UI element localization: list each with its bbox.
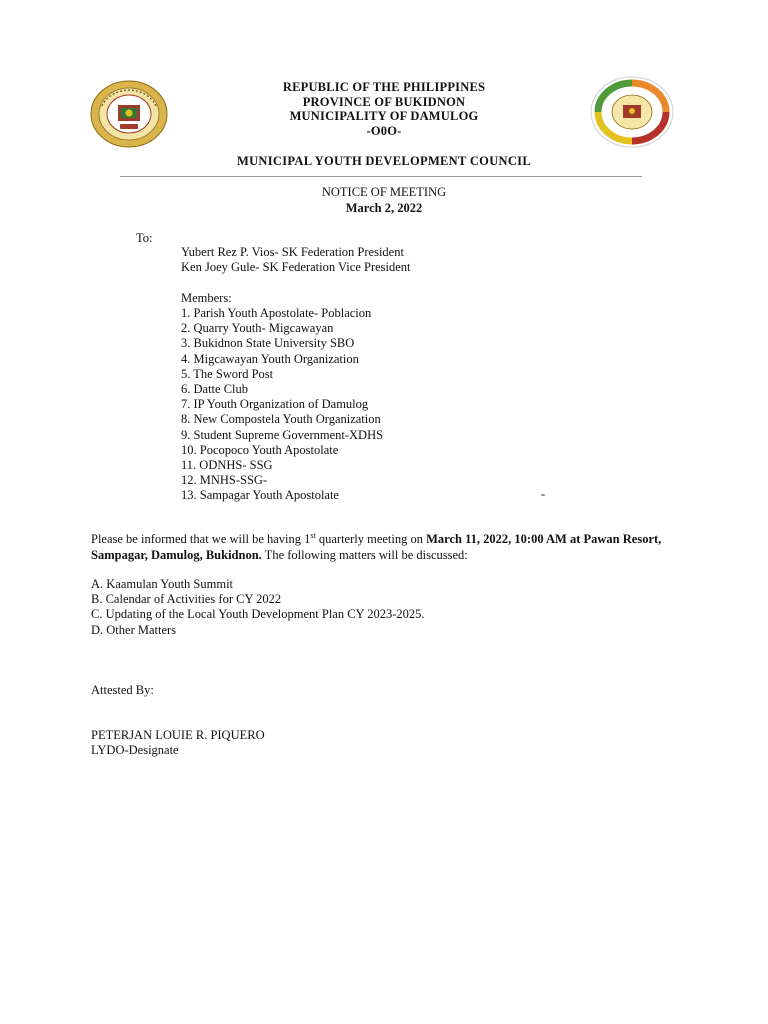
members-label: Members:	[181, 291, 232, 305]
ordinal-suffix: st	[310, 530, 316, 540]
letterhead-separator: -O0O-	[366, 123, 402, 138]
signatory-name: PETERJAN LOUIE R. PIQUERO	[91, 728, 265, 742]
member-item: 2. Quarry Youth- Migcawayan	[181, 321, 334, 336]
members-list	[181, 306, 561, 504]
member-item: 4. Migcawayan Youth Organization	[181, 351, 359, 366]
agenda-item: A. Kaamulan Youth Summit	[91, 577, 234, 591]
recipient-sk-president: Yubert Rez P. Vios- SK Federation President	[181, 245, 404, 259]
council-name: MUNICIPAL YOUTH DEVELOPMENT COUNCIL	[237, 154, 531, 168]
header-divider	[120, 176, 642, 177]
member-item: 8. New Compostela Youth Organization	[181, 412, 381, 427]
trailing-dash: -	[541, 487, 546, 501]
member-item: 10. Pocopoco Youth Apostolate	[181, 442, 339, 457]
municipality-of-damulog-seal-icon	[90, 80, 168, 148]
announcement-intro-cont: quarterly meeting on	[315, 532, 427, 546]
to-label: To:	[136, 231, 153, 245]
recipient-sk-vice-president: Ken Joey Gule- SK Federation Vice President	[181, 260, 411, 275]
member-item: 12. MNHS-SSG-	[181, 473, 268, 488]
announcement-tail: The following matters will be discussed:	[261, 548, 468, 562]
signatory-block	[91, 728, 265, 758]
document-letterhead	[200, 80, 568, 138]
recipient-list	[181, 245, 411, 275]
member-item: 7. IP Youth Organization of Damulog	[181, 397, 369, 412]
agenda-item: C. Updating of the Local Youth Development Plan CY 2023-2025.	[91, 607, 425, 622]
agenda-list	[91, 577, 425, 638]
local-youth-development-council-logo-icon	[590, 76, 674, 148]
member-item: 13. Sampagar Youth Apostolate	[181, 488, 339, 503]
notice-heading	[200, 184, 568, 216]
member-item: 5. The Sword Post	[181, 366, 274, 381]
notice-title: NOTICE OF MEETING	[321, 185, 447, 199]
signatory-title: LYDO-Designate	[91, 743, 179, 758]
letterhead-line-province: PROVINCE OF BUKIDNON	[302, 94, 466, 109]
meeting-announcement	[91, 531, 691, 563]
letterhead-line-municipality: MUNICIPALITY OF DAMULOG	[289, 109, 479, 123]
member-item: 9. Student Supreme Government-XDHS	[181, 427, 384, 442]
meeting-when-where: March 11, 2022, 10:00 AM at Pawan Resort, Sampagar, Damulog, Bukidnon.	[91, 532, 662, 562]
attested-by-label: Attested By:	[91, 683, 154, 697]
member-item: 3. Bukidnon State University SBO	[181, 336, 355, 351]
notice-date: March 2, 2022	[345, 201, 423, 215]
member-item: 6. Datte Club	[181, 382, 249, 397]
member-item: 1. Parish Youth Apostolate- Poblacion	[181, 306, 372, 320]
letterhead-line-republic: REPUBLIC OF THE PHILIPPINES	[282, 80, 486, 94]
announcement-intro: Please be informed that we will be having 1	[91, 532, 311, 546]
agenda-item: B. Calendar of Activities for CY 2022	[91, 592, 282, 607]
agenda-item: D. Other Matters	[91, 622, 177, 637]
member-item: 11. ODNHS- SSG	[181, 458, 273, 473]
